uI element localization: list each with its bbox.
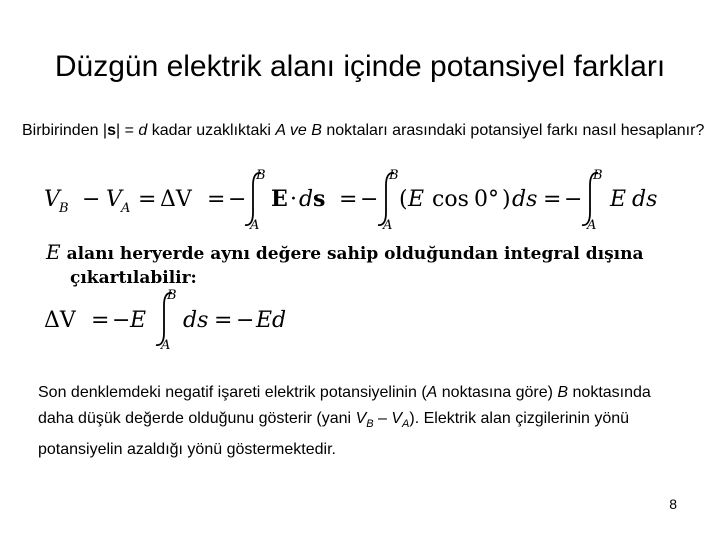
equation-potential-difference: [42, 168, 672, 230]
svg-text:=: =: [339, 187, 358, 212]
svg-text:B: B: [593, 168, 603, 183]
svg-text:−: −: [82, 187, 101, 212]
svg-text:ΔV: ΔV: [160, 187, 192, 212]
conclusion-paragraph: Son denklemdeki negatif işareti elektrik potansiyelinin (A noktasına göre) B noktasında daha düşük değerde olduğunu gösterir (yani $V_B - V_A$). Elektrik alan çizgilerinin yönü potansiyelin azaldığı yönü göstermektedir.: [38, 384, 651, 459]
svg-text:ds: ds: [183, 308, 209, 333]
svg-text:−: −: [360, 187, 379, 212]
svg-text:(: (: [399, 187, 408, 212]
svg-text:−: −: [564, 187, 583, 212]
svg-text:E: E: [130, 308, 147, 333]
svg-text:−: −: [112, 308, 131, 333]
svg-text:B: B: [59, 201, 69, 216]
svg-text:=: =: [91, 308, 110, 333]
svg-text:E: E: [408, 187, 425, 212]
svg-text:=: =: [543, 187, 562, 212]
page-number: 8: [669, 496, 677, 512]
integral-explanation: E alanı heryerde aynı değere sahip olduğundan integral dışına çıkartılabilir:: [46, 240, 644, 288]
svg-text:V: V: [106, 187, 122, 212]
svg-text:−: −: [228, 187, 247, 212]
svg-text:ds: ds: [512, 187, 538, 212]
svg-text:=: =: [138, 187, 157, 212]
svg-text:s: s: [313, 186, 326, 212]
intro-question: Birbirinden |s| = d kadar uzaklıktaki A ve B noktaları arasındaki potansiyel farkı nasıl hesaplanır?: [22, 122, 705, 139]
svg-text:=: =: [207, 187, 226, 212]
svg-text:A: A: [161, 338, 171, 351]
svg-text:V: V: [44, 187, 60, 212]
svg-text:0°: 0°: [474, 187, 499, 212]
svg-text:Ed: Ed: [256, 308, 287, 333]
svg-text:): ): [502, 187, 511, 212]
svg-text:B: B: [167, 288, 177, 303]
svg-text:B: B: [256, 168, 266, 183]
slide-title: Düzgün elektrik alanı içinde potansiyel farkları: [54, 50, 666, 83]
svg-text:=: =: [214, 308, 233, 333]
svg-text:ΔV: ΔV: [44, 308, 76, 333]
equation-delta-v: [42, 285, 312, 351]
svg-text:A: A: [121, 201, 131, 216]
svg-text:E: E: [271, 186, 288, 212]
svg-text:d: d: [299, 187, 314, 212]
svg-text:A: A: [383, 218, 393, 230]
svg-text:A: A: [250, 218, 260, 230]
svg-text:·: ·: [290, 187, 297, 212]
svg-text:B: B: [389, 168, 399, 183]
svg-text:−: −: [236, 308, 255, 333]
svg-text:E: E: [610, 187, 627, 212]
svg-text:cos: cos: [432, 187, 469, 212]
svg-text:A: A: [587, 218, 597, 230]
svg-text:ds: ds: [632, 187, 658, 212]
